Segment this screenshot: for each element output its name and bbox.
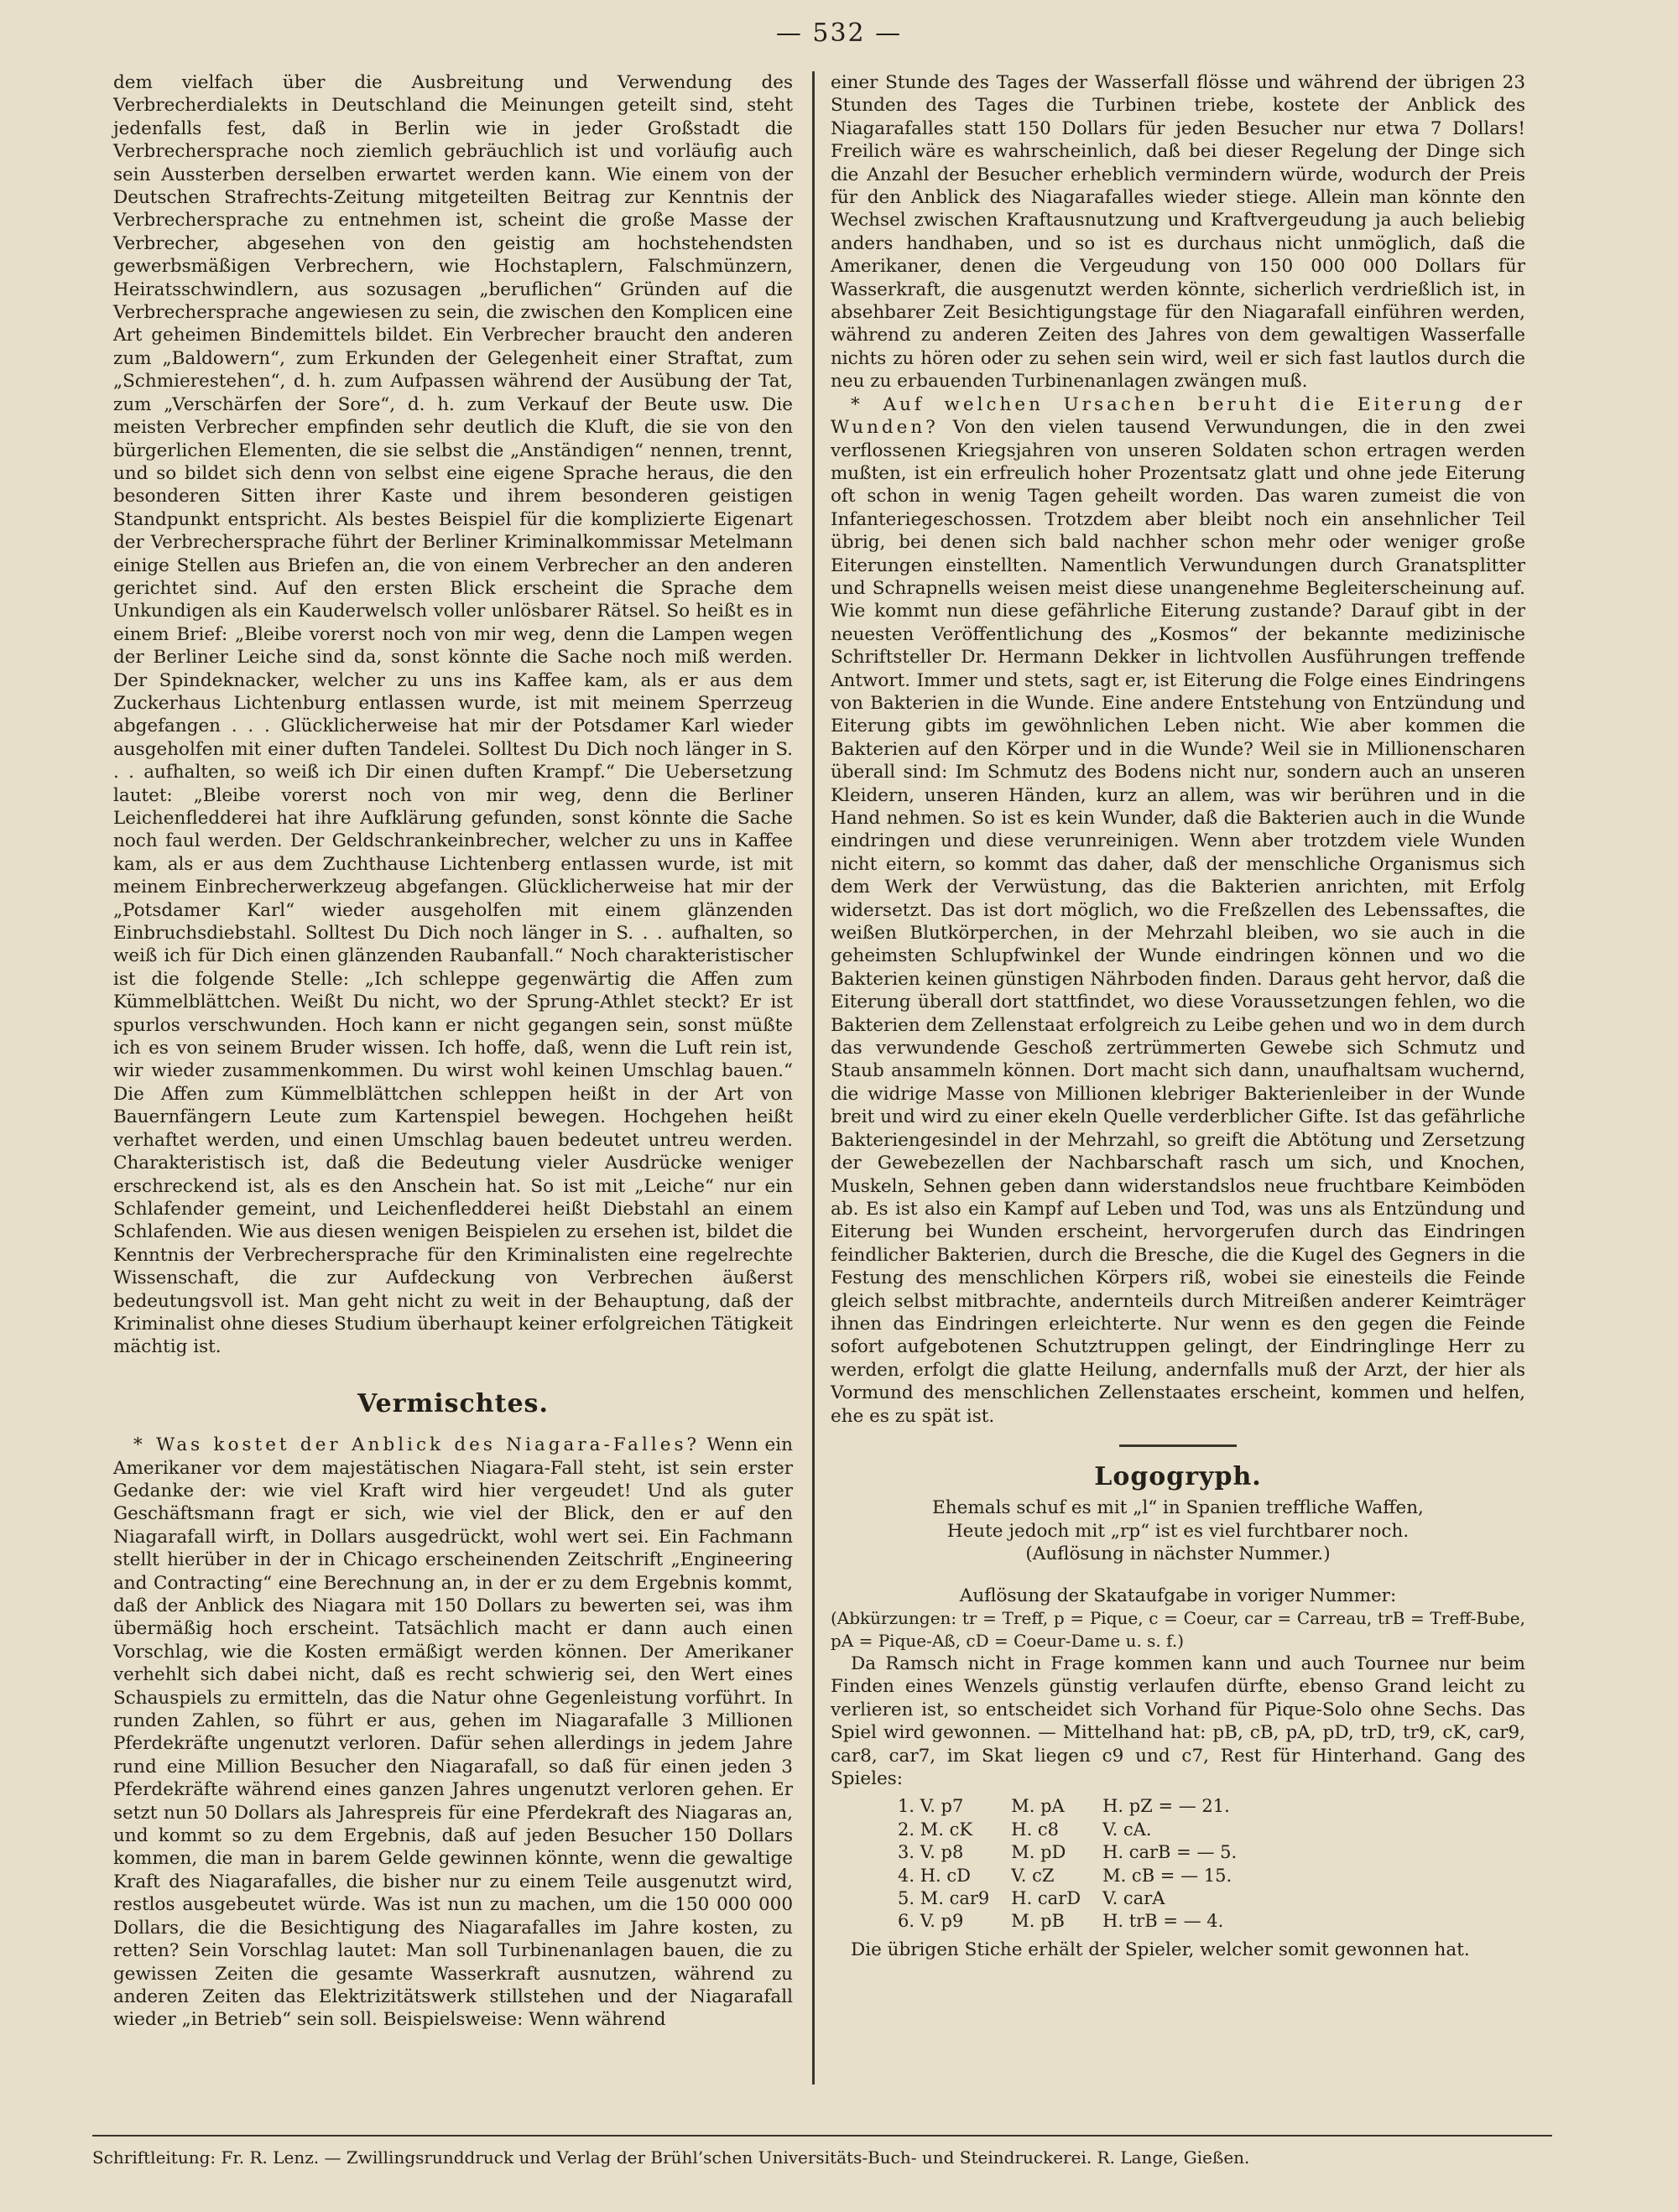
table-cell: H. carB = — 5. xyxy=(1102,1842,1238,1863)
logogryph-line-3: (Auflösung in nächster Nummer.) xyxy=(1025,1543,1331,1565)
table-cell: H. trB = — 4. xyxy=(1102,1911,1224,1932)
article-niagara-continued: einer Stunde des Tages der Wasserfall flösse und während der übrigen 23 Stunden des Tages die Turbinen triebe, kostete der Anblick des Niagarafalles statt 150 Dollars für jeden Besucher nur etwa 7 Dollars! Freilich wäre es wahrscheinlich, daß bei dieser Regelung der Dinge sich die Anzahl der Besucher erheblich vermindern würde, wodurch der Preis für den Anblick des Niagarafalles wieder stiege. Allein man könnte den Wechsel zwischen Kraftausnutzung und Kraftvergeudung ja auch beliebig anders handhaben, und so ist es durchaus nicht unmöglich, daß die Amerikaner, denen die Vergeudung von 150 000 000 Dollars für Wasserkraft, die ausgenutzt werden könnte, sicherlich verdrießlich ist, in absehbarer Zeit Besichtigungstage für den Niagarafall einführen werden, während zu anderen Zeiten des Jahres von dem gewaltigen Wasserfalle nichts zu hören oder zu sehen sein wird, weil er sich fast lautlos durch die neu zu erbauenden Turbinenanlagen zwängen muß. xyxy=(831,72,1525,393)
table-row xyxy=(898,1841,1258,1864)
table-cell: H. c8 xyxy=(1011,1819,1060,1840)
table-cell: M. pB xyxy=(1011,1911,1065,1932)
article-wunden xyxy=(831,393,1525,1428)
table-cell: M. pA xyxy=(1011,1796,1065,1817)
skat-ending: Die übrigen Stiche erhält der Spieler, welcher somit gewonnen hat. xyxy=(851,1939,1470,1960)
table-cell: 5. M. car9 xyxy=(898,1888,990,1909)
logogryph-line-2: Heute jedoch mit „rp“ ist es viel furchtbarer noch. xyxy=(946,1520,1410,1542)
section-title-logogryph: Logogryph. xyxy=(1094,1461,1262,1491)
table-cell: M. pD xyxy=(1011,1842,1066,1863)
section-rule xyxy=(1119,1444,1237,1447)
table-row xyxy=(898,1865,1258,1887)
table-cell: 1. V. p7 xyxy=(898,1796,964,1817)
footer-rule xyxy=(92,2135,1552,2137)
skat-text: Da Ramsch nicht in Frage kommen kann und auch Tournee nur beim Finden eines Wenzels günstig verlaufen dürfte, ebenso Grand leicht zu verlieren ist, so entscheidet sich Vorhand für Pique-Solo ohne Sechs. Das Spiel wird gewonnen. — Mittelhand hat: pB, cB, pA, pD, trD, tr9, cK, car9, car8, car7, im Skat liegen c9 und c7, Rest für Hinterhand. Gang des Spieles: xyxy=(831,1653,1525,1790)
column-divider xyxy=(812,71,815,2084)
article-verbrechersprache: dem vielfach über die Ausbreitung und Verwendung des Verbrecherdialekts in Deutschland die Meinungen geteilt sind, steht jedenfalls fest, daß in Berlin wie in jeder Großstadt die Verbrechersprache noch ziemlich gebräuchlich ist und vorläufig auch sein Aussterben derselben erwartet werden kann. Wie einem von der Deutschen Strafrechts-Zeitung mitgeteilten Beitrag zur Kenntnis der Verbrechersprache zu entnehmen ist, scheint die große Masse der Verbrecher, abgesehen von den geistig am hochstehendsten gewerbsmäßigen Verbrechern, wie Hochstaplern, Falschmünzern, Heiratsschwindlern, aus sozusagen „beruflichen“ Gründen auf die Verbrechersprache angewiesen zu sein, die zwischen den Komplicen eine Art geheimen Bindemittels bildet. Ein Verbrecher braucht den anderen zum „Baldowern“, zum Erkunden der Gelegenheit einer Straftat, zum „Schmierestehen“, d. h. zum Aufpassen während der Ausübung der Tat, zum „Verschärfen der Sore“, d. h. zum Verkauf der Beute usw. Die meisten Verbrecher empfinden sehr deutlich die Kluft, die sie von den bürgerlichen Elementen, die sie selbst die „Anständigen“ nennen, trennt, und so bildet sich denn von selbst eine eigene Sprache heraus, die den besonderen Sitten ihrer Kaste und ihrem besonderen geistigen Standpunkt entspricht. Als bestes Beispiel für die komplizierte Eigenart der Verbrechersprache führt der Berliner Kriminalkommissar Metelmann einige Stellen aus Briefen an, die von einem Verbrecher an den anderen gerichtet sind. Auf den ersten Blick erscheint die Sprache dem Unkundigen als ein Kauderwelsch voller unlösbarer Rätsel. So heißt es in einem Brief: „Bleibe vorerst noch von mir weg, denn die Lampen wegen der Berliner Leiche sind da, sonst könnte die Sache noch miß werden. Der Spindeknacker, welcher zu uns ins Kaffee kam, als er aus dem Zuckerhaus Lichtenburg entlassen wurde, ist mit meinem Sperrzeug abgefangen . . . Glücklicherweise hat mir der Potsdamer Karl wieder ausgeholfen mit einer duften Tandelei. Solltest Du Dich noch länger in S. . . aufhalten, so weiß ich Dir einen duften Krampf.“ Die Uebersetzung lautet: „Bleibe vorerst noch von mir weg, denn die Berliner Leichenfledderei hat ihre Aufklärung gefunden, sonst könnte die Sache noch faul werden. Der Geldschrankeinbrecher, welcher zu uns in Kaffee kam, als er aus dem Zuchthause Lichtenberg entlassen wurde, ist mit meinem Einbrecherwerkzeug abgefangen. Glücklicherweise hat mir der „Potsdamer Karl“ wieder ausgeholfen mit einem glänzenden Einbruchsdiebstahl. Solltest Du Dich noch länger in S. . . aufhalten, so weiß ich für Dich einen glänzenden Raubanfall.“ Noch charakteristischer ist die folgende Stelle: „Ich schleppe gegenwärtig die Affen zum Kümmelblättchen. Weißt Du nicht, wo der Sprung-Athlet steckt? Er ist spurlos verschwunden. Hoch kann er nicht gegangen sein, sonst müßte ich es von seinem Bruder wissen. Ich hoffe, daß, wenn die Luft rein ist, wir wieder zusammenkommen. Du wirst wohl keinen Umschlag bauen.“ Die Affen zum Kümmelblättchen schleppen heißt in der Art von Bauernfängern Leute zum Kartenspiel bewegen. Hochgehen heißt verhaftet werden, und einen Umschlag bauen bedeutet untreu werden. Charakteristisch ist, daß die Bedeutung vieler Ausdrücke weniger erschreckend ist, als es den Anschein hat. So ist mit „Leiche“ nur ein Schlafender gemeint, und Leichenfledderei heißt Diebstahl an einem Schlafenden. Wie aus diesen wenigen Beispielen zu ersehen ist, bildet die Kenntnis der Verbrechersprache für den Kriminalisten eine regelrechte Wissenschaft, die zur Aufdeckung von Verbrechen äußerst bedeutungsvoll ist. Man geht nicht zu weit in der Behauptung, daß der Kriminalist ohne dieses Studium überhaupt keiner erfolgreichen Tätigkeit mächtig ist. xyxy=(113,72,793,1358)
skat-game-table xyxy=(898,1795,1258,1933)
article-wunden-text: Von den vielen tausend Verwundungen, die in den zwei verflossenen Kriegsjahren von unseren Soldaten schon ertragen werden mußten, ist ein erfreulich hoher Prozentsatz glatt und ohne jede Eiterung oft schon in wenig Tagen geheilt worden. Das waren zumeist die von Infanteriegeschossen. Trotzdem aber bleibt noch ein ansehnlicher Teil übrig, bei denen sich bald nachher schon mehr oder weniger große Eiterungen einstellten. Namentlich Verwundungen durch Granatsplitter und Schrapnells weisen meist diese unangenehme Begleiterscheinung auf. Wie kommt nun diese gefährliche Eiterung zustande? Darauf gibt in der neuesten Veröffentlichung des „Kosmos“ der bekannte medizinische Schriftsteller Dr. Hermann Dekker in lichtvollen Ausführungen treffende Antwort. Immer und stets, sagt er, ist Eiterung die Folge eines Eindringens von Bakterien in die Wunde. Eine andere Entstehung von Entzündung und Eiterung gibts im gewöhnlichen Leben nicht. Wie aber kommen die Bakterien auf den Körper und in die Wunde? Weil sie in Millionenscharen überall sind: Im Schmutz des Bodens nicht nur, sondern auch an unseren Kleidern, unseren Händen, kurz an allem, was wir berühren und in die Hand nehmen. So ist es kein Wunder, daß die Bakterien auch in die Wunde eindringen und diese verunreinigen. Wenn aber trotzdem viele Wunden nicht eitern, so kommt das daher, daß der menschliche Organismus sich dem Werk der Verwüstung, das die Bakterien anrichten, mit Erfolg widersetzt. Das ist dort möglich, wo die Freßzellen des Lebenssaftes, die weißen Blutkörperchen, in der Mehrzahl bleiben, wo sie auch in die geheimsten Schlupfwinkel der Wunde eindringen können und wo die Bakterien keinen günstigen Nährboden finden. Daraus geht hervor, daß die Eiterung überall dort stattfindet, wo diese Voraussetzungen fehlen, wo die Bakterien dem Zellenstaat erfolgreich zu Leibe gehen und wo in dem durch das verwundende Geschoß zertrümmerten Gewebe sich Schmutz und Staub ansammeln können. Dort macht sich dann, unaufhaltsam wuchernd, die widrige Masse von Millionen klebriger Bakterienleiber in der Wunde breit und wird zu einer ekeln Quelle verderblicher Gifte. Ist das gefährliche Bakteriengesindel in der Mehrzahl, so greift die Abtötung und Zersetzung der Gewebezellen der Nachbarschaft rasch um sich, und Knochen, Muskeln, Sehnen geben dann widerstandslos neue fruchtbare Keimböden ab. Es ist also ein Kampf auf Leben und Tod, was uns als Entzündung und Eiterung bei Wunden erscheint, hervorgerufen durch das Eindringen feindlicher Bakterien, durch die Bresche, die die Kugel des Gegners in die Festung des menschlichen Körpers riß, wobei sie einesteils die Feinde gleich selbst mitbrachte, andernteils durch Mitreißen anderer Keimträger ihnen das Eindringen erleichterte. Nur wenn es den gegen die Feinde sofort aufgebotenen Schutztruppen gelingt, der Eindringlinge Herr zu werden, erfolgt die glatte Heilung, andernfalls muß der Arzt, der hier als Vormund des menschlichen Zellenstaates erscheint, kommen und helfen, ehe es zu spät ist. xyxy=(831,417,1525,1427)
table-cell: H. pZ = — 21. xyxy=(1102,1796,1230,1817)
table-cell: V. carA xyxy=(1102,1888,1165,1909)
table-row xyxy=(898,1910,1258,1933)
table-cell: 6. V. p9 xyxy=(898,1911,964,1932)
left-column xyxy=(113,71,793,2032)
article-niagara-text: Wenn ein Amerikaner vor dem majestätischen Niagara-Fall steht, ist sein erster Gedanke der: wie viel Kraft wird hier vergeudet! Und als guter Geschäftsmann fragt er sich, wie viel der Blick, den er auf den Niagarafall wirft, in Dollars ausgedrückt, wohl wert sei. Ein Fachmann stellt hierüber in der in Chicago erscheinenden Zeitschrift „Engineering and Contracting“ eine Berechnung an, in der er zu dem Ergebnis kommt, daß der Anblick des Niagara mit 150 Dollars zu bewerten sei, was ihm übermäßig hoch erscheint. Tatsächlich macht er dann auch einen Vorschlag, wie die Kosten ermäßigt werden können. Der Amerikaner verhehlt sich dabei nicht, daß es recht schwierig sei, den Wert eines Schauspiels zu ermitteln, das die Natur ohne Gegenleistung vorführt. In runden Zahlen, so führt er aus, gehen im Niagarafalle 3 Millionen Pferdekräfte ungenutzt verloren. Dafür sehen allerdings in jedem Jahre rund eine Million Besucher den Niagarafall, so daß für einen jeden 3 Pferdekräfte während eines ganzen Jahres ungenutzt verloren gehen. Er setzt nun 50 Dollars als Jahrespreis für eine Pferdekraft des Niagaras an, und kommt so zu dem Ergebnis, daß auf jeden Besucher 150 Dollars kommen, die man in barem Gelde gewinnen könnte, wenn die gewaltige Kraft des Niagarafalles, die bisher nur zu einem Teile ausgenutzt wird, restlos ausgebeutet würde. Was ist nun zu machen, um die 150 000 000 Dollars, die die Besichtigung des Niagarafalles im Jahre kosten, zu retten? Sein Vorschlag lautet: Man soll Turbinenanlagen bauen, die zu gewissen Zeiten die gesamte Wasserkraft ausnutzen, während zu anderen Zeiten das Elektrizitätswerk stillstehen und der Niagarafall wieder „in Betrieb“ sein soll. Beispielsweise: Wenn während xyxy=(113,1434,793,2031)
section-title-vermischtes: Vermischtes. xyxy=(357,1388,549,1418)
page-number: — 532 — xyxy=(775,18,903,48)
skat-abbreviations: (Abkürzungen: tr = Treff, p = Pique, c = Coeur, car = Carreau, trB = Treff-Bube, pA = Pique-Aß, cD = Coeur-Dame u. s. f.) xyxy=(831,1608,1525,1651)
article-wunden-heading: * Auf welchen Ursachen beruht die Eiterung der Wunden? xyxy=(831,393,1525,439)
skat-heading: Auflösung der Skataufgabe in voriger Nummer: xyxy=(959,1585,1397,1606)
table-row xyxy=(898,1795,1258,1818)
table-cell: V. cZ xyxy=(1011,1865,1055,1886)
right-column xyxy=(831,71,1525,1961)
table-row xyxy=(898,1887,1258,1910)
article-niagara-heading: * Was kostet der Anblick des Niagara-Falles? xyxy=(133,1434,701,1456)
table-cell: 4. H. cD xyxy=(898,1865,971,1886)
table-row xyxy=(898,1819,1258,1841)
table-cell: V. cA. xyxy=(1102,1819,1152,1840)
logogryph-line-1: Ehemals schuf es mit „l“ in Spanien treffliche Waffen, xyxy=(932,1497,1424,1519)
table-cell: H. carD xyxy=(1011,1888,1081,1909)
table-cell: M. cB = — 15. xyxy=(1102,1865,1232,1886)
table-cell: 3. V. p8 xyxy=(898,1842,964,1863)
table-cell: 2. M. cK xyxy=(898,1819,973,1840)
article-niagara-body xyxy=(113,1434,793,2032)
footer-imprint: Schriftleitung: Fr. R. Lenz. — Zwillingsrunddruck und Verlag der Brühl’schen Universitäts-Buch- und Steindruckerei. R. Lange, Gießen. xyxy=(92,2147,1250,2168)
